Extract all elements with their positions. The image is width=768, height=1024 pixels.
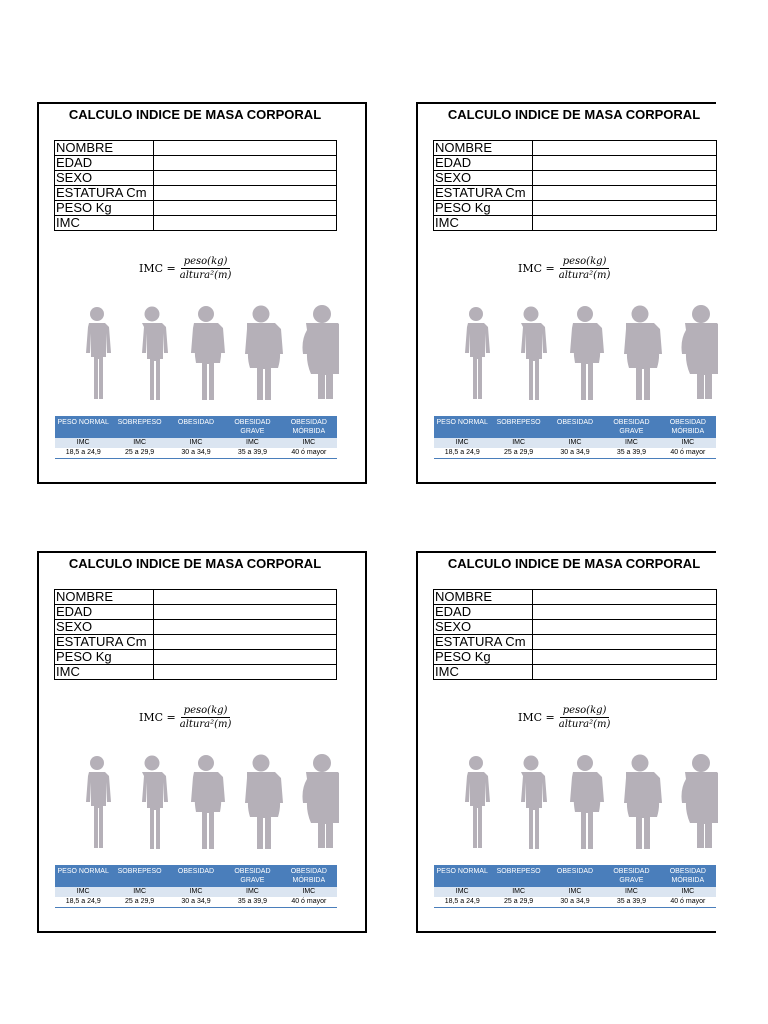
row-estatura <box>434 635 717 650</box>
imc-label-cell: IMC <box>512 888 526 895</box>
field-value[interactable] <box>533 186 717 201</box>
bmi-classification-table <box>55 865 337 908</box>
category-cell: PESO NORMAL <box>57 868 109 875</box>
formula-lhs: IMC = <box>518 711 555 724</box>
range-cell: 40 ó mayor <box>670 898 706 905</box>
field-value[interactable] <box>154 141 337 156</box>
field-label: ESTATURA Cm <box>55 635 154 650</box>
formula-fraction <box>180 705 232 730</box>
category-cell: OBESIDAD MÓRBIDA <box>290 419 327 435</box>
personal-data-table <box>433 140 717 231</box>
field-value[interactable] <box>154 620 337 635</box>
field-label: NOMBRE <box>55 590 154 605</box>
imc-label-cell: IMC <box>512 439 526 446</box>
field-label: NOMBRE <box>55 141 154 156</box>
field-label: PESO Kg <box>434 201 533 216</box>
imc-label-cell: IMC <box>133 888 147 895</box>
range-cell: 25 a 29,9 <box>125 449 155 456</box>
field-label: IMC <box>55 216 154 231</box>
personal-data-table <box>54 589 337 680</box>
range-row <box>55 897 337 908</box>
row-edad <box>55 156 337 171</box>
category-cell: OBESIDAD <box>177 868 215 875</box>
figure-normal-icon <box>86 756 111 848</box>
figure-normal-icon <box>86 307 111 399</box>
figure-morbid-obesity-icon <box>682 305 719 399</box>
field-label: ESTATURA Cm <box>434 186 533 201</box>
category-cell: OBESIDAD MÓRBIDA <box>669 868 706 884</box>
field-value[interactable] <box>533 635 717 650</box>
row-sexo <box>434 171 717 186</box>
figure-severe-obesity-icon <box>624 306 662 401</box>
body-silhouettes <box>69 304 339 409</box>
figure-morbid-obesity-icon <box>303 754 340 848</box>
row-estatura <box>434 186 717 201</box>
figure-normal-icon <box>465 756 490 848</box>
figure-severe-obesity-icon <box>624 755 662 850</box>
row-nombre <box>55 141 337 156</box>
category-cell: SOBREPESO <box>117 419 162 426</box>
category-cell: SOBREPESO <box>496 419 541 426</box>
imc-label-cell: IMC <box>302 439 316 446</box>
row-estatura <box>55 186 337 201</box>
imc-label-cell: IMC <box>246 888 259 895</box>
formula-denominator: altura²(m) <box>558 270 611 281</box>
personal-data-table <box>433 589 717 680</box>
range-row <box>55 448 337 459</box>
row-nombre <box>434 141 717 156</box>
card-title: CALCULO INDICE DE MASA CORPORAL <box>68 107 322 122</box>
range-cell: 35 a 39,9 <box>237 898 268 905</box>
bmi-classification-table <box>434 416 716 459</box>
card-title: CALCULO INDICE DE MASA CORPORAL <box>447 107 701 122</box>
row-sexo <box>55 171 337 186</box>
formula-lhs: IMC = <box>139 711 176 724</box>
bmi-card <box>416 102 716 484</box>
category-cell: OBESIDAD <box>556 868 594 875</box>
imc-label-cell: IMC <box>246 439 259 446</box>
figure-morbid-obesity-icon <box>682 754 719 848</box>
range-cell: 30 a 34,9 <box>560 898 590 905</box>
field-value[interactable] <box>154 665 337 680</box>
row-peso <box>434 201 717 216</box>
field-label: ESTATURA Cm <box>55 186 154 201</box>
category-cell: OBESIDAD GRAVE <box>234 868 271 884</box>
formula-fraction <box>559 705 611 730</box>
category-cell: SOBREPESO <box>496 868 541 875</box>
figure-overweight-icon <box>142 756 168 850</box>
formula-denominator: altura²(m) <box>179 270 232 281</box>
bmi-card <box>416 551 716 933</box>
field-value[interactable] <box>533 216 717 231</box>
range-cell: 35 a 39,9 <box>616 898 647 905</box>
bmi-card <box>37 551 367 933</box>
figure-overweight-icon <box>521 307 547 401</box>
formula-numerator: peso(kg) <box>181 705 231 718</box>
field-value[interactable] <box>154 216 337 231</box>
row-nombre <box>434 590 717 605</box>
row-peso <box>434 650 717 665</box>
card-title: CALCULO INDICE DE MASA CORPORAL <box>68 556 322 571</box>
field-value[interactable] <box>154 590 337 605</box>
row-edad <box>55 605 337 620</box>
row-edad <box>434 156 717 171</box>
field-label: EDAD <box>434 605 533 620</box>
field-value[interactable] <box>154 201 337 216</box>
range-cell: 18,5 a 24,9 <box>444 449 480 456</box>
imc-label-cell: IMC <box>189 439 203 446</box>
row-imc <box>55 216 337 231</box>
field-value[interactable] <box>533 605 717 620</box>
field-value[interactable] <box>533 665 717 680</box>
category-cell: OBESIDAD GRAVE <box>234 419 271 435</box>
formula-lhs: IMC = <box>518 262 555 275</box>
range-cell: 25 a 29,9 <box>125 898 155 905</box>
bmi-formula <box>518 705 610 730</box>
bmi-classification-table <box>55 416 337 459</box>
row-estatura <box>55 635 337 650</box>
formula-numerator: peso(kg) <box>181 256 231 269</box>
imc-label-cell: IMC <box>76 439 90 446</box>
formula-fraction <box>559 256 611 281</box>
field-value[interactable] <box>533 201 717 216</box>
figure-severe-obesity-icon <box>245 306 283 401</box>
range-cell: 30 a 34,9 <box>560 449 590 456</box>
imc-label-cell: IMC <box>189 888 203 895</box>
imc-label-row <box>434 887 716 897</box>
row-imc <box>55 665 337 680</box>
range-cell: 18,5 a 24,9 <box>444 898 480 905</box>
figure-obesity-icon <box>191 755 225 849</box>
imc-label-row <box>434 438 716 448</box>
field-value[interactable] <box>533 156 717 171</box>
range-cell: 30 a 34,9 <box>181 898 211 905</box>
imc-label-cell: IMC <box>133 439 147 446</box>
field-label: NOMBRE <box>434 590 533 605</box>
row-sexo <box>434 620 717 635</box>
category-header-row <box>434 865 716 887</box>
card-title: CALCULO INDICE DE MASA CORPORAL <box>447 556 701 571</box>
field-label: IMC <box>55 665 154 680</box>
field-value[interactable] <box>533 590 717 605</box>
imc-label-cell: IMC <box>76 888 90 895</box>
category-cell: OBESIDAD MÓRBIDA <box>669 419 706 435</box>
figure-morbid-obesity-icon <box>303 305 340 399</box>
figure-normal-icon <box>465 307 490 399</box>
field-label: PESO Kg <box>55 650 154 665</box>
row-peso <box>55 650 337 665</box>
body-silhouettes <box>448 304 718 409</box>
figure-obesity-icon <box>191 306 225 400</box>
field-value[interactable] <box>154 186 337 201</box>
category-header-row <box>55 865 337 887</box>
field-label: EDAD <box>434 156 533 171</box>
field-label: IMC <box>434 665 533 680</box>
imc-label-cell: IMC <box>625 888 638 895</box>
field-value[interactable] <box>154 650 337 665</box>
range-cell: 40 ó mayor <box>670 449 706 456</box>
row-edad <box>434 605 717 620</box>
category-cell: PESO NORMAL <box>436 868 488 875</box>
bmi-formula <box>139 705 231 730</box>
category-header-row <box>55 416 337 438</box>
field-value[interactable] <box>533 620 717 635</box>
formula-fraction <box>180 256 232 281</box>
field-label: EDAD <box>55 156 154 171</box>
row-peso <box>55 201 337 216</box>
range-cell: 40 ó mayor <box>291 898 327 905</box>
row-imc <box>434 665 717 680</box>
range-cell: 18,5 a 24,9 <box>65 449 101 456</box>
range-cell: 25 a 29,9 <box>504 898 534 905</box>
field-value[interactable] <box>154 171 337 186</box>
field-label: EDAD <box>55 605 154 620</box>
field-label: PESO Kg <box>434 650 533 665</box>
field-label: SEXO <box>434 620 533 635</box>
figure-overweight-icon <box>521 756 547 850</box>
imc-label-cell: IMC <box>568 888 582 895</box>
category-cell: OBESIDAD GRAVE <box>613 419 650 435</box>
row-imc <box>434 216 717 231</box>
body-silhouettes <box>448 753 718 858</box>
formula-numerator: peso(kg) <box>560 705 610 718</box>
bmi-card <box>37 102 367 484</box>
imc-label-cell: IMC <box>681 439 695 446</box>
field-label: ESTATURA Cm <box>434 635 533 650</box>
imc-label-cell: IMC <box>625 439 638 446</box>
range-row <box>434 897 716 908</box>
range-cell: 35 a 39,9 <box>616 449 647 456</box>
field-label: PESO Kg <box>55 201 154 216</box>
field-label: SEXO <box>55 171 154 186</box>
category-cell: PESO NORMAL <box>436 419 488 426</box>
category-cell: OBESIDAD GRAVE <box>613 868 650 884</box>
imc-label-cell: IMC <box>681 888 695 895</box>
imc-label-row <box>55 438 337 448</box>
row-nombre <box>55 590 337 605</box>
field-value[interactable] <box>154 605 337 620</box>
range-cell: 25 a 29,9 <box>504 449 534 456</box>
category-cell: OBESIDAD <box>177 419 215 426</box>
figure-obesity-icon <box>570 306 604 400</box>
field-value[interactable] <box>533 141 717 156</box>
body-silhouettes <box>69 753 339 858</box>
imc-label-cell: IMC <box>455 439 469 446</box>
category-header-row <box>434 416 716 438</box>
figure-severe-obesity-icon <box>245 755 283 850</box>
imc-label-cell: IMC <box>455 888 469 895</box>
bmi-formula <box>518 256 610 281</box>
field-label: SEXO <box>55 620 154 635</box>
category-cell: OBESIDAD MÓRBIDA <box>290 868 327 884</box>
row-sexo <box>55 620 337 635</box>
formula-denominator: altura²(m) <box>179 719 232 730</box>
range-row <box>434 448 716 459</box>
imc-label-cell: IMC <box>568 439 582 446</box>
category-cell: OBESIDAD <box>556 419 594 426</box>
range-cell: 35 a 39,9 <box>237 449 268 456</box>
category-cell: SOBREPESO <box>117 868 162 875</box>
bmi-classification-table <box>434 865 716 908</box>
bmi-formula <box>139 256 231 281</box>
category-cell: PESO NORMAL <box>57 419 109 426</box>
imc-label-cell: IMC <box>302 888 316 895</box>
imc-label-row <box>55 887 337 897</box>
personal-data-table <box>54 140 337 231</box>
formula-numerator: peso(kg) <box>560 256 610 269</box>
field-value[interactable] <box>533 650 717 665</box>
field-label: IMC <box>434 216 533 231</box>
range-cell: 18,5 a 24,9 <box>65 898 101 905</box>
formula-denominator: altura²(m) <box>558 719 611 730</box>
range-cell: 40 ó mayor <box>291 449 327 456</box>
field-label: NOMBRE <box>434 141 533 156</box>
range-cell: 30 a 34,9 <box>181 449 211 456</box>
formula-lhs: IMC = <box>139 262 176 275</box>
field-label: SEXO <box>434 171 533 186</box>
field-value[interactable] <box>154 156 337 171</box>
field-value[interactable] <box>533 171 717 186</box>
field-value[interactable] <box>154 635 337 650</box>
figure-overweight-icon <box>142 307 168 401</box>
figure-obesity-icon <box>570 755 604 849</box>
